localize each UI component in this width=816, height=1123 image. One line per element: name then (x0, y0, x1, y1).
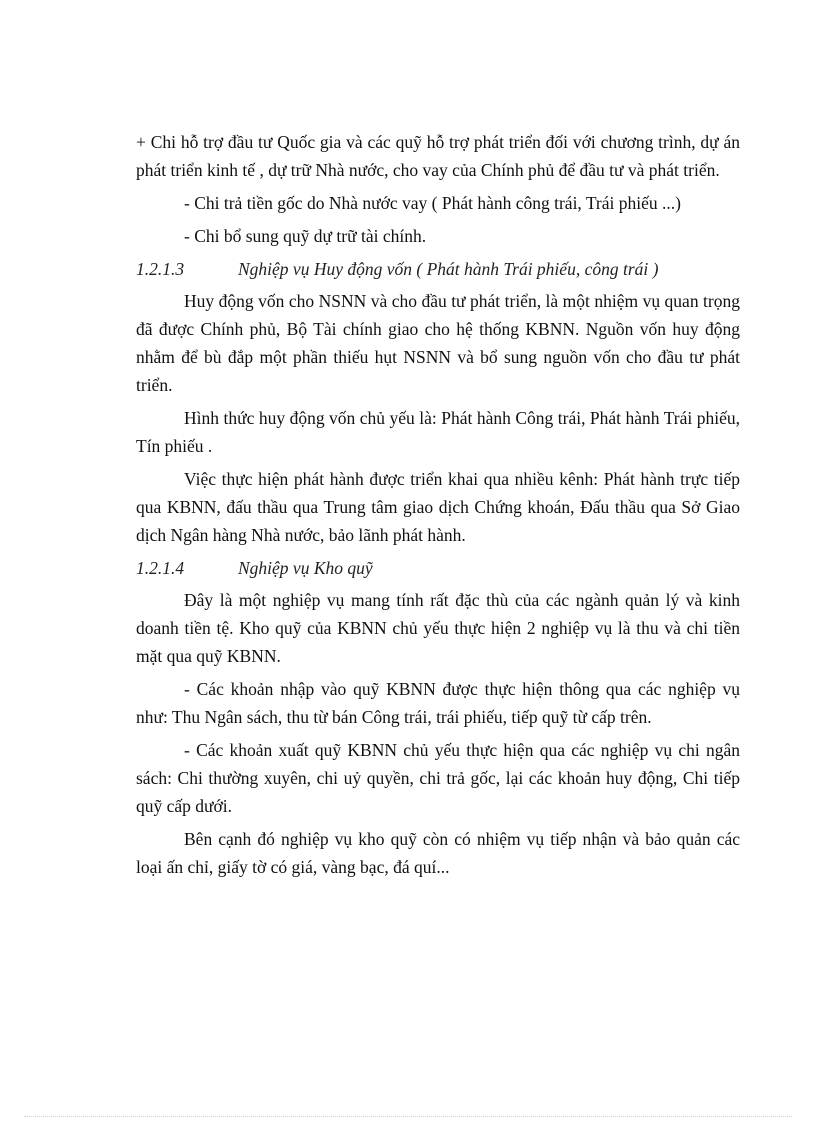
paragraph-chi-ho-tro-dau-tu: + Chi hỗ trợ đầu tư Quốc gia và các quỹ hỗ trợ phát triển đối với chương trình, dự án phát triển kinh tế , dự trữ Nhà nước, cho vay của Chính phủ để đầu tư và phát triển. (136, 132, 740, 180)
paragraph-khoan-nhap-quy: - Các khoản nhập vào quỹ KBNN được thực hiện thông qua các nghiệp vụ như: Thu Ngân sách, thu từ bán Công trái, trái phiếu, tiếp quỹ từ cấp trên. (136, 679, 740, 727)
section-heading-huy-dong-von (136, 255, 740, 283)
paragraph-dac-thu-kho-quy: Đây là một nghiệp vụ mang tính rất đặc thù của các ngành quản lý và kinh doanh tiền tệ. Kho quỹ của KBNN chủ yếu thực hiện 2 nghiệp vụ là thu và chi tiền mặt qua quỹ KBNN. (136, 590, 740, 666)
paragraph-huy-dong-von: Huy động vốn cho NSNN và cho đầu tư phát triển, là một nhiệm vụ quan trọng đã được Chính phủ, Bộ Tài chính giao cho hệ thống KBNN. Nguồn vốn huy động nhằm để bù đắp một phần thiếu hụt NSNN và bổ sung nguồn vốn cho đầu tư phát triển. (136, 291, 740, 395)
section-heading-kho-quy (136, 554, 740, 582)
paragraph-chi-bo-sung-quy: - Chi bổ sung quỹ dự trữ tài chính. (184, 226, 427, 246)
paragraph-chi-tra-tien-goc: - Chi trả tiền gốc do Nhà nước vay ( Phát hành công trái, Trái phiếu ...) (184, 193, 681, 213)
section-number: 1.2.1.3 (136, 259, 185, 279)
paragraph-khoan-xuat-quy: - Các khoản xuất quỹ KBNN chủ yếu thực hiện qua các nghiệp vụ chi ngân sách: Chi thường xuyên, chi uỷ quyền, chi trả gốc, lại các khoản huy động, Chi tiếp quỹ cấp dưới. (136, 740, 740, 816)
paragraph-thuc-hien-phat-hanh: Việc thực hiện phát hành được triển khai qua nhiều kênh: Phát hành trực tiếp qua KBNN, đấu thầu qua Trung tâm giao dịch Chứng khoán, Đấu thầu qua Sở Giao dịch Ngân hàng Nhà nước, bảo lãnh phát hành. (136, 469, 740, 545)
page-bottom-divider (24, 1116, 792, 1117)
page-content (136, 128, 740, 886)
paragraph-hinh-thuc-huy-dong: Hình thức huy động vốn chủ yếu là: Phát hành Công trái, Phát hành Trái phiếu, Tín phiếu . (136, 408, 740, 456)
section-title: Nghiệp vụ Kho quỹ (238, 558, 373, 578)
section-title: Nghiệp vụ Huy động vốn ( Phát hành Trái phiếu, công trái ) (238, 259, 659, 279)
paragraph-tiep-nhan-bao-quan: Bên cạnh đó nghiệp vụ kho quỹ còn có nhiệm vụ tiếp nhận và bảo quản các loại ấn chỉ, giấy tờ có giá, vàng bạc, đá quí... (136, 829, 740, 877)
section-number: 1.2.1.4 (136, 558, 185, 578)
